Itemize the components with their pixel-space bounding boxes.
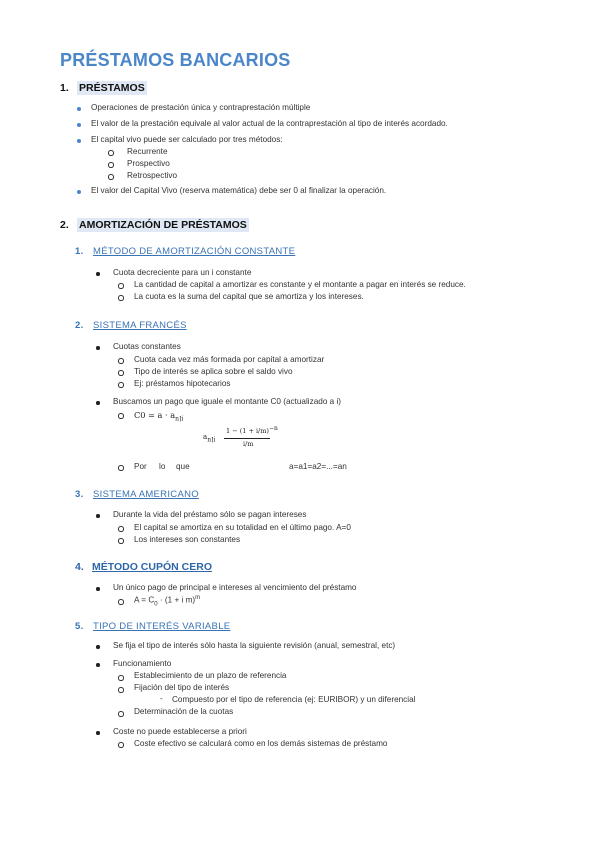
list-item: Coste no puede establecerse a priori <box>113 727 247 736</box>
sub-list-item: Prospectivo <box>127 159 170 168</box>
list-item: El valor de la prestación equivale al valor actual de la contraprestación al tipo de interés acordado. <box>91 119 448 128</box>
fraction-line <box>224 438 270 439</box>
section-1-number: 1. <box>60 82 69 94</box>
bullet-dot <box>77 107 81 111</box>
sub-list-item: Determinación de la cuotas <box>134 707 234 716</box>
bullet-dot <box>96 401 100 405</box>
sub-list-item-word: que <box>176 462 190 471</box>
sub-bullet <box>118 295 124 301</box>
subsection-title: SISTEMA AMERICANO <box>93 489 199 500</box>
dash-bullet: - <box>160 694 163 703</box>
bullet-dot <box>96 587 100 591</box>
list-item: Funcionamiento <box>113 659 172 668</box>
formula-exponent: m <box>195 595 201 601</box>
list-item: Buscamos un pago que iguale el montante C0 (actualizado a i) <box>113 397 342 406</box>
sub-bullet <box>108 174 114 180</box>
list-item: Se fija el tipo de interés sólo hasta la siguiente revisión (anual, semestral, etc) <box>113 641 396 650</box>
sub-list-item: Los intereses son constantes <box>134 535 241 544</box>
subsection-title: TIPO DE INTERÉS VARIABLE <box>93 621 231 632</box>
section-2-title: AMORTIZACIÓN DE PRÉSTAMOS <box>79 219 247 231</box>
sub-list-item: La cantidad de capital a amortizar es constante y el montante a pagar en interés se reduce. <box>134 280 466 289</box>
sub-bullet <box>118 538 124 544</box>
sub-bullet <box>118 465 124 471</box>
sub-list-item: Fijación del tipo de interés <box>134 683 230 692</box>
formula-exponent: −n <box>268 425 278 432</box>
bullet-dot <box>96 645 100 649</box>
subsection-number: 2. <box>75 320 84 331</box>
sub-list-item: El capital se amortiza en su totalidad en el último pago. A=0 <box>134 523 351 532</box>
formula-fraction-numerator <box>226 425 278 435</box>
bullet-dot <box>96 731 100 735</box>
formula-text-rest: · (1 + i m) <box>157 595 196 605</box>
list-item: El capital vivo puede ser calculado por tres métodos: <box>91 135 283 144</box>
sub-list-item: Cuota cada vez más formada por capital a amortizar <box>134 355 325 364</box>
list-item: Cuota decreciente para un i constante <box>113 268 252 277</box>
sub-bullet <box>118 742 124 748</box>
section-2-heading <box>60 219 249 231</box>
subsection-heading <box>75 320 187 331</box>
list-item: El valor del Capital Vivo (reserva matemática) debe ser 0 al finalizar la operación. <box>91 186 387 195</box>
subsection-title: MÉTODO DE AMORTIZACIÓN CONSTANTE <box>93 246 296 257</box>
formula-subscript: 0 <box>154 601 158 608</box>
sub-bullet <box>118 675 124 681</box>
subsection-heading <box>75 561 212 573</box>
sub-bullet <box>118 413 124 419</box>
bullet-dot <box>77 190 81 194</box>
sub-list-item: Establecimiento de un plazo de referencia <box>134 671 287 680</box>
subsection-heading <box>75 246 295 257</box>
formula-subscript: n⌉i <box>175 415 184 423</box>
section-1-heading <box>60 82 147 94</box>
formula-text: A = C <box>134 595 155 605</box>
sub-list-item: La cuota es la suma del capital que se amortiza y los intereses. <box>134 292 364 301</box>
bullet-dot <box>96 663 100 667</box>
sub-list-item: Tipo de interés se aplica sobre el saldo vivo <box>134 367 293 376</box>
section-2-number: 2. <box>60 219 69 231</box>
sub-list-item: Coste efectivo se calculará como en los demás sistemas de préstamo <box>134 739 388 748</box>
formula-fraction-denominator: i/m <box>243 440 254 448</box>
list-item: Operaciones de prestación única y contraprestación múltiple <box>91 103 311 112</box>
sub-bullet <box>118 370 124 376</box>
bullet-dot <box>77 123 81 127</box>
sub-bullet <box>118 711 124 717</box>
list-item: Durante la vida del préstamo sólo se pagan intereses <box>113 510 307 519</box>
list-item: Un único pago de principal e intereses al vencimiento del préstamo <box>113 583 357 592</box>
sub-bullet <box>118 599 124 605</box>
bullet-dot <box>96 514 100 518</box>
bullet-dot <box>77 139 81 143</box>
subsection-number: 3. <box>75 489 84 500</box>
sub-list-item-word: Por <box>134 462 147 471</box>
bullet-dot <box>96 272 100 276</box>
page-title: PRÉSTAMOS BANCARIOS <box>60 50 291 70</box>
formula-annuity-lhs <box>203 433 215 443</box>
sub-bullet <box>118 687 124 693</box>
subsection-number: 4. <box>75 561 84 573</box>
subsection-title: SISTEMA FRANCÉS <box>93 320 187 331</box>
sub-bullet <box>118 283 124 289</box>
section-1-title: PRÉSTAMOS <box>79 82 145 94</box>
formula-c0 <box>134 410 183 423</box>
sub-bullet <box>108 162 114 168</box>
sub-list-item: Recurrente <box>127 147 168 156</box>
formula-lhs: a <box>203 433 208 441</box>
subsection-heading <box>75 621 230 632</box>
sub-list-item: Retrospectivo <box>127 171 178 180</box>
subsection-number: 5. <box>75 621 84 632</box>
formula-text: C0 = a · a <box>134 410 176 420</box>
sub-bullet <box>118 526 124 532</box>
sub-bullet <box>118 358 124 364</box>
formula-lhs-subscript: n⌉i <box>207 436 216 444</box>
sub-list-item-word: lo <box>159 462 166 471</box>
nested-list-item: Compuesto por el tipo de referencia (ej: EURIBOR) y un diferencial <box>172 695 416 704</box>
subsection-title: MÉTODO CUPÓN CERO <box>92 561 212 573</box>
subsection-heading <box>75 489 199 500</box>
list-item: Cuotas constantes <box>113 342 181 351</box>
formula-cupon-cero <box>134 595 200 607</box>
formula-numerator: 1 − (1 + i/m) <box>226 427 269 436</box>
bullet-dot <box>96 346 100 350</box>
formula-result: a=a1=a2=...=an <box>289 462 347 471</box>
sub-bullet <box>108 150 114 156</box>
subsection-number: 1. <box>75 246 84 257</box>
sub-list-item: Ej: préstamos hipotecarios <box>134 379 231 388</box>
sub-bullet <box>118 382 124 388</box>
